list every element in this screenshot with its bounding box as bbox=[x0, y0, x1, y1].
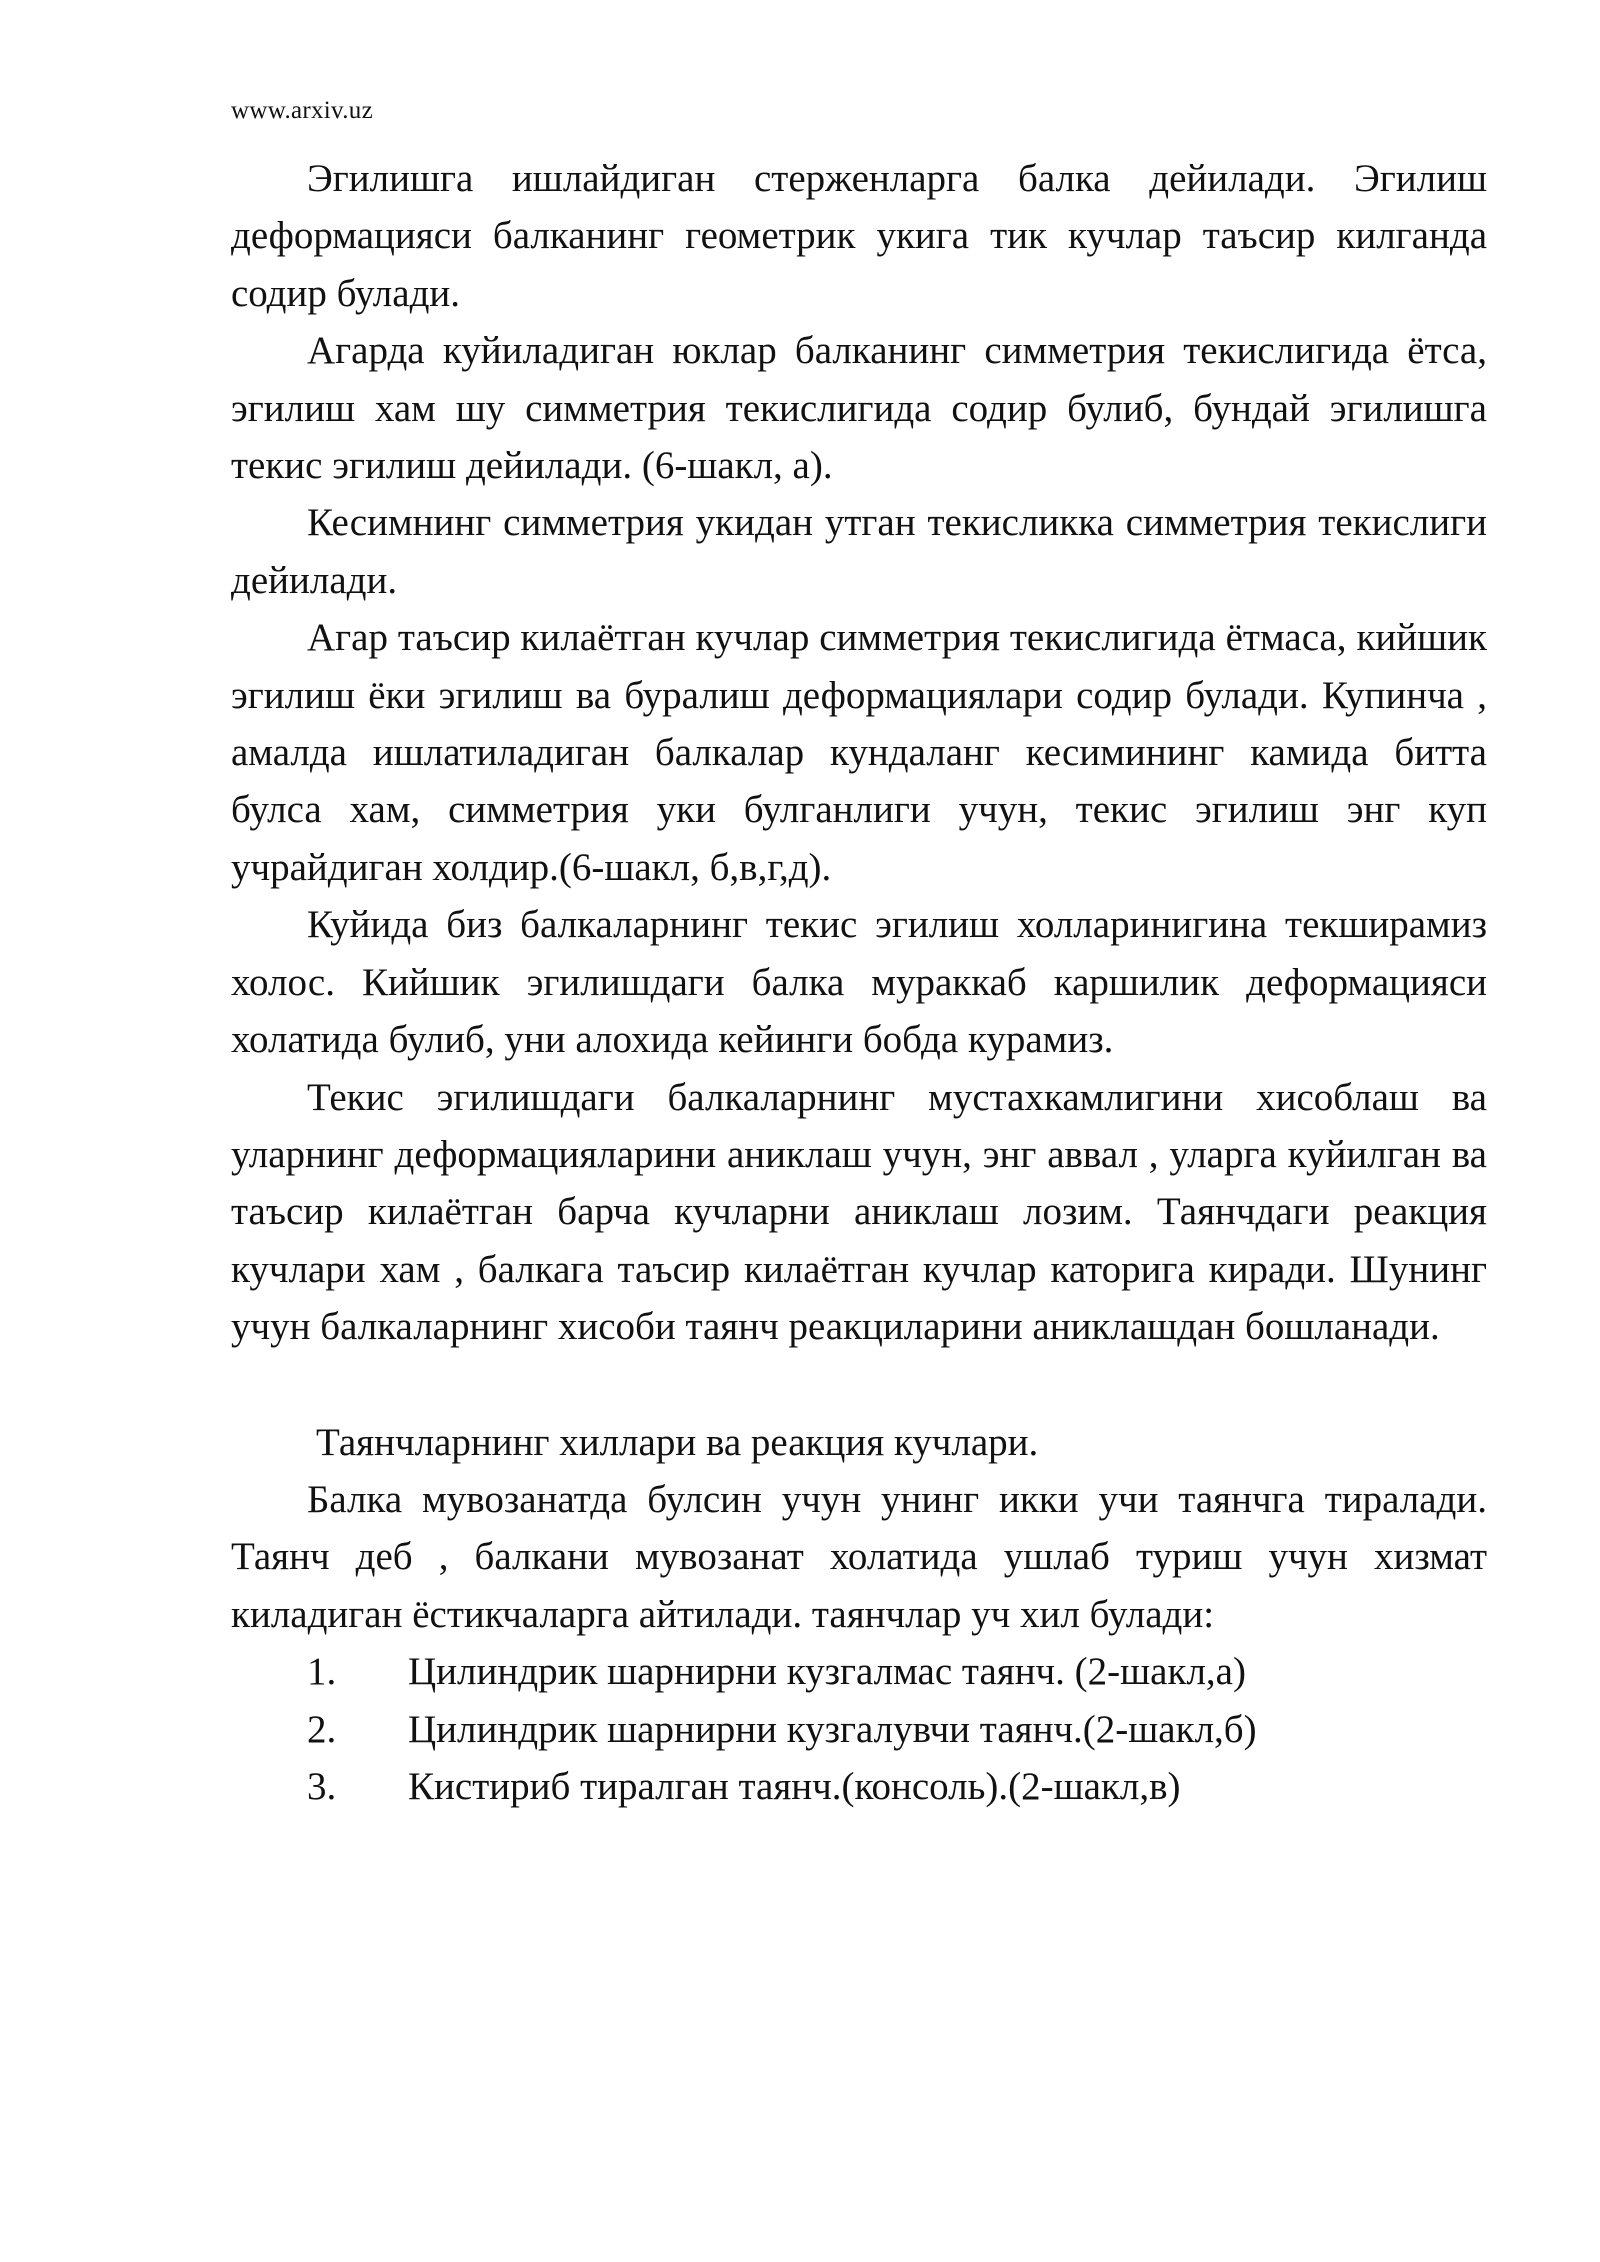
list-item bbox=[231, 1758, 1487, 1815]
list-item-number: 1. bbox=[307, 1650, 337, 1694]
list-item-number: 3. bbox=[307, 1764, 337, 1808]
paragraph-5: Куйида биз балкаларнинг текис эгилиш холларинигина текширамиз холос. Кийшик эгилишдаги балка мураккаб каршилик деформацияси холатида булиб, уни алохида кейинги бобда курамиз. bbox=[231, 903, 1487, 1062]
paragraph-3: Кесимнинг симметрия укидан утган текисликка симметрия текислиги дейилади. bbox=[231, 501, 1487, 602]
list-item-text: Цилиндрик шарнирни кузгалувчи таянч.(2-шакл,б) bbox=[408, 1707, 1257, 1751]
supports-list bbox=[231, 1643, 1487, 1815]
list-item bbox=[231, 1643, 1487, 1700]
paragraph-4: Агар таъсир килаётган кучлар симметрия текислигида ётмаса, кийшик эгилиш ёки эгилиш ва буралиш деформациялари содир булади. Купинча , амалда ишлатиладиган балкалар кундаланг кесимининг камида битта булса хам, симметрия уки булганлиги учун, текис эгилиш энг куп учрайдиган холдир.(6-шакл, б,в,г,д). bbox=[231, 616, 1487, 889]
paragraph-6: Текис эгилишдаги балкаларнинг мустахкамлигини хисоблаш ва уларнинг деформацияларини аниклаш учун, энг аввал , уларга куйилган ва таъсир килаётган барча кучларни аниклаш лозим. Таянчдаги реакция кучлари хам , балкага таъсир килаётган кучлар каторига киради. Шунинг учун балкаларнинг хисоби таянч реакциларини аниклашдан бошланади. bbox=[231, 1075, 1487, 1349]
list-item bbox=[231, 1701, 1487, 1758]
list-item-text: Кистириб тиралган таянч.(консоль).(2-шакл,в) bbox=[408, 1764, 1181, 1808]
section-paragraph: Балка мувозанатда булсин учун унинг икки учи таянчга тиралади. Таянч деб , балкани мувозанат холатида ушлаб туриш учун хизмат киладиган ёстикчаларга айтилади. таянчлар уч хил булади: bbox=[231, 1477, 1487, 1636]
site-url-header: www.arxiv.uz bbox=[231, 97, 373, 124]
list-item-text: Цилиндрик шарнирни кузгалмас таянч. (2-шакл,а) bbox=[408, 1650, 1246, 1694]
paragraph-2: Агарда куйиладиган юклар балканинг симметрия текислигида ётса, эгилиш хам шу симметрия текислигида содир булиб, бундай эгилишга текис эгилиш дейилади. (6-шакл, а). bbox=[231, 329, 1487, 488]
list-item-number: 2. bbox=[307, 1707, 337, 1751]
section-title: Таянчларнинг хиллари ва реакция кучлари. bbox=[316, 1420, 1039, 1464]
document-body bbox=[231, 150, 1487, 1815]
paragraph-1: Эгилишга ишлайдиган стерженларга балка дейилади. Эгилиш деформацияси балканинг геометрик укига тик кучлар таъсир килганда содир булади. bbox=[231, 157, 1487, 315]
